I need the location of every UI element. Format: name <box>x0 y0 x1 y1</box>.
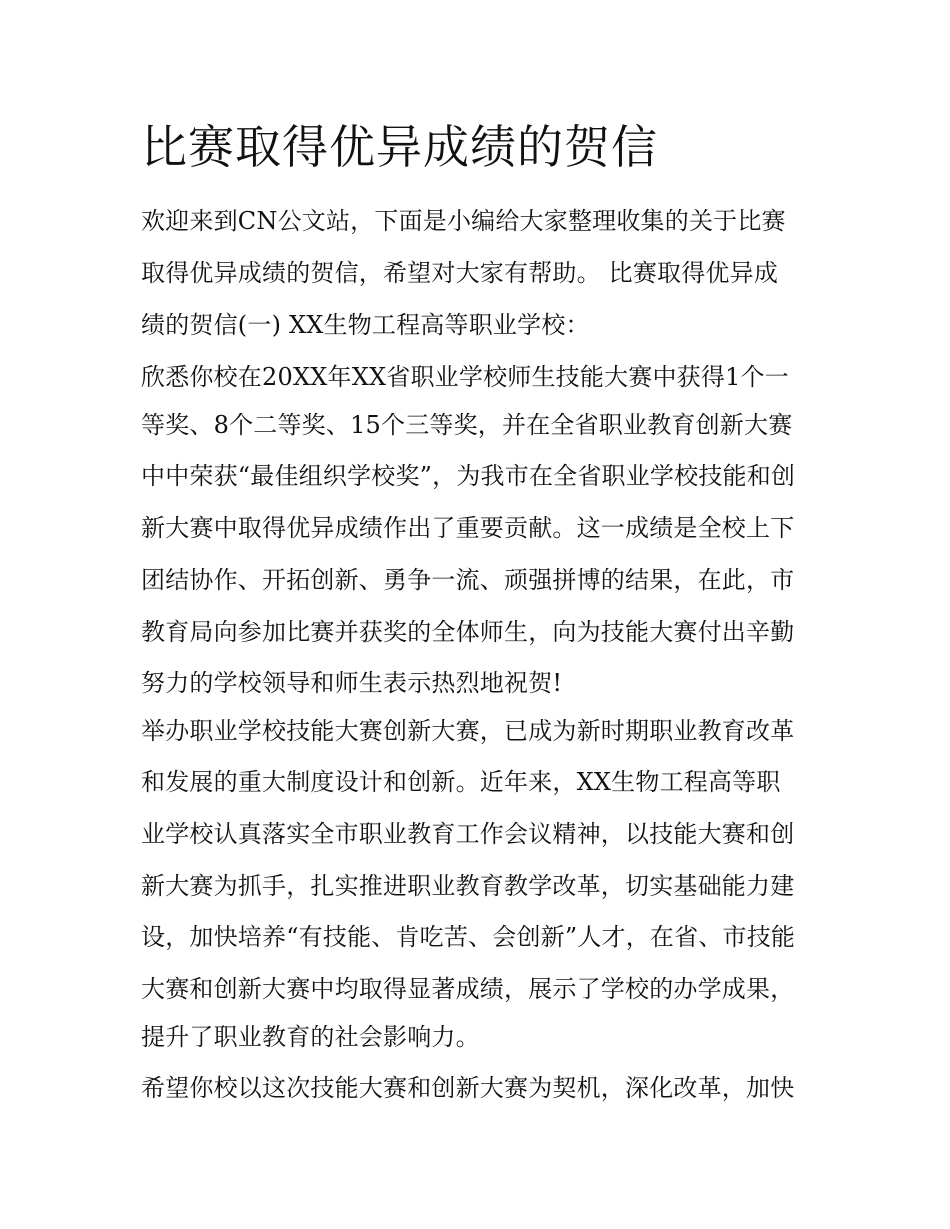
body-line: 教育局向参加比赛并获奖的全体师生，向为技能大赛付出辛勤 <box>141 618 795 646</box>
body-line: 中中荣获“最佳组织学校奖”，为我市在全省职业学校技能和创 <box>141 462 796 490</box>
body-line: 新大赛为抓手，扎实推进职业教育教学改革，切实基础能力建 <box>141 872 795 900</box>
body-line: 欣悉你校在20XX年XX省职业学校师生技能大赛中获得1个一 <box>141 363 789 391</box>
body-line: 新大赛中取得优异成绩作出了重要贡献。这一成绩是全校上下 <box>141 514 795 542</box>
body-line: 团结协作、开拓创新、勇争一流、顽强拼博的结果，在此，市 <box>141 566 795 594</box>
body-line: 大赛和创新大赛中均取得显著成绩，展示了学校的办学成果， <box>141 975 795 1003</box>
body-line: 希望你校以这次技能大赛和创新大赛为契机，深化改革，加快 <box>141 1074 795 1102</box>
body-line: 等奖、8个二等奖、15个三等奖，并在全省职业教育创新大赛 <box>141 411 793 439</box>
body-line: 取得优异成绩的贺信，希望对大家有帮助。 比赛取得优异成 <box>141 259 779 287</box>
body-line: 欢迎来到CN公文站，下面是小编给大家整理收集的关于比赛 <box>141 207 786 235</box>
body-line: 提升了职业教育的社会影响力。 <box>141 1023 480 1051</box>
body-line: 努力的学校领导和师生表示热烈地祝贺! <box>141 669 563 697</box>
document-title: 比赛取得优异成绩的贺信 <box>141 120 658 174</box>
body-line: 绩的贺信(一) XX生物工程高等职业学校： <box>141 311 590 339</box>
body-line: 和发展的重大制度设计和创新。近年来，XX生物工程高等职 <box>141 768 781 796</box>
body-line: 举办职业学校技能大赛创新大赛，已成为新时期职业教育改革 <box>141 717 795 745</box>
body-line: 业学校认真落实全市职业教育工作会议精神，以技能大赛和创 <box>141 820 795 848</box>
body-line: 设，加快培养“有技能、肯吃苦、会创新”人才，在省、市技能 <box>141 923 796 951</box>
